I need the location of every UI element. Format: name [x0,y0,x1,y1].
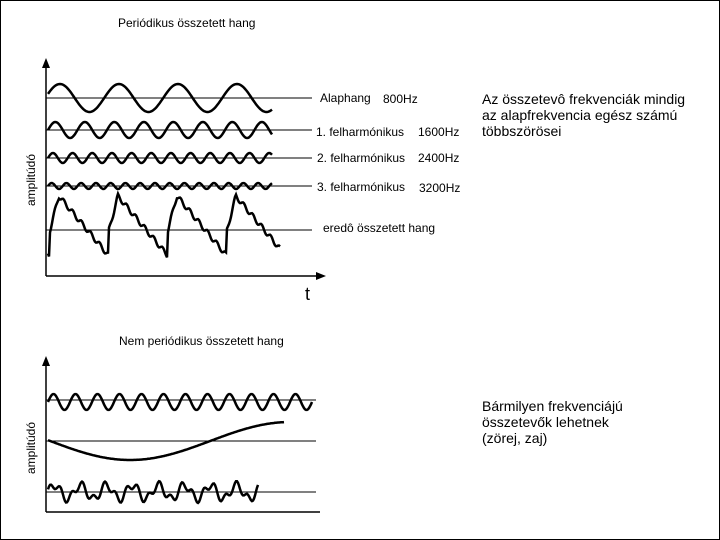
bottom-y-axis-label: amplitúdó [24,421,38,474]
top-title: Periódikus összetett hang [118,16,256,30]
freq-harmonic-2: 2400Hz [418,151,460,165]
top-x-axis-label: t [305,284,311,304]
top-y-axis-arrow [42,58,50,68]
top-description: Az összetevô frekvenciák mindig az alapfrekvencia egész számú többszörösei [482,91,686,139]
label-fundamental: Alaphang [320,91,371,105]
label-harmonic-2: 2. felharmónikus [317,151,406,165]
nonperiodic-wave-1 [48,394,312,410]
freq-harmonic-1: 1600Hz [418,125,460,139]
top-y-axis-label: amplitúdó [24,153,38,206]
bottom-title: Nem periódikus összetett hang [119,334,284,348]
label-harmonic-3: 3. felharmónikus [317,180,406,194]
wave-result [48,194,280,258]
label-result: eredô összetett hang [323,221,436,235]
bottom-y-axis-arrow [42,356,50,366]
freq-harmonic-3: 3200Hz [419,181,461,195]
freq-fundamental: 800Hz [383,92,418,106]
bottom-description: Bármilyen frekvenciájú összetevők lehetnek (zörej, zaj) [482,398,623,446]
top-x-axis-arrow [316,272,326,280]
label-harmonic-1: 1. felharmónikus [316,125,405,139]
